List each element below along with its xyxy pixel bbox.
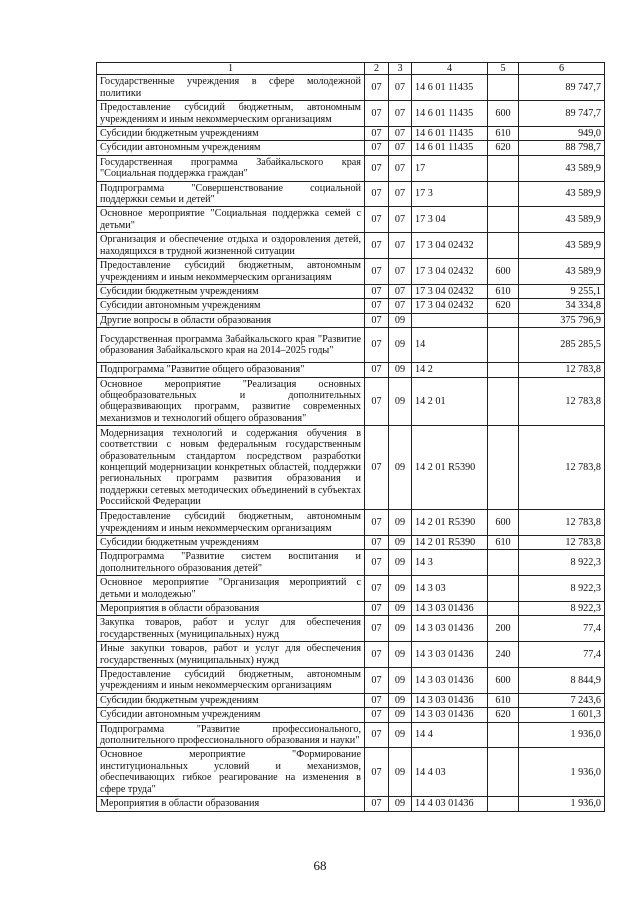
table-row bbox=[97, 233, 605, 259]
amount-cell: 12 783,8 bbox=[519, 535, 605, 549]
subsection-code-cell: 09 bbox=[389, 616, 412, 642]
amount-cell: 1 936,0 bbox=[519, 722, 605, 748]
amount-cell: 43 589,9 bbox=[519, 233, 605, 259]
target-article-cell: 14 3 03 01436 bbox=[412, 668, 488, 694]
expense-type-cell bbox=[488, 722, 519, 748]
target-article-cell: 14 3 03 bbox=[412, 576, 488, 602]
target-article-cell: 17 3 04 02432 bbox=[412, 284, 488, 298]
subsection-code-cell: 07 bbox=[389, 299, 412, 313]
amount-cell: 1 936,0 bbox=[519, 748, 605, 797]
amount-cell: 9 255,1 bbox=[519, 284, 605, 298]
row-name-cell: Основное мероприятие "Формирование институциональных условий и механизмов, обеспечивающих гибкое реагирование на изменения в сфере труда" bbox=[97, 748, 365, 797]
section-code-cell: 07 bbox=[365, 616, 389, 642]
amount-cell: 285 285,5 bbox=[519, 328, 605, 363]
section-code-cell: 07 bbox=[365, 181, 389, 207]
table-row bbox=[97, 127, 605, 141]
row-name-cell: Основное мероприятие "Организация мероприятий с детьми и молодежью" bbox=[97, 576, 365, 602]
expense-type-cell: 240 bbox=[488, 642, 519, 668]
expense-type-cell bbox=[488, 602, 519, 616]
subsection-code-cell: 07 bbox=[389, 259, 412, 285]
target-article-cell: 17 3 04 02432 bbox=[412, 299, 488, 313]
section-code-cell: 07 bbox=[365, 328, 389, 363]
amount-cell: 88 798,7 bbox=[519, 141, 605, 155]
table-row bbox=[97, 181, 605, 207]
row-name-cell: Основное мероприятие "Реализация основных общеобразовательных и дополнительных общеразвивающих программ, развитие современных механизмов и технологий общего образования" bbox=[97, 377, 365, 426]
expense-type-cell bbox=[488, 75, 519, 101]
table-row bbox=[97, 377, 605, 426]
subsection-code-cell: 09 bbox=[389, 668, 412, 694]
expense-type-cell: 600 bbox=[488, 259, 519, 285]
expense-type-cell bbox=[488, 155, 519, 181]
amount-cell: 89 747,7 bbox=[519, 75, 605, 101]
subsection-code-cell: 07 bbox=[389, 181, 412, 207]
target-article-cell: 14 2 01 R5390 bbox=[412, 535, 488, 549]
section-code-cell: 07 bbox=[365, 313, 389, 327]
expense-type-cell: 200 bbox=[488, 616, 519, 642]
target-article-cell: 14 4 03 bbox=[412, 748, 488, 797]
row-name-cell: Субсидии бюджетным учреждениям bbox=[97, 284, 365, 298]
row-name-cell: Государственные учреждения в сфере молодежной политики bbox=[97, 75, 365, 101]
expense-type-cell: 610 bbox=[488, 693, 519, 707]
section-code-cell: 07 bbox=[365, 797, 389, 811]
target-article-cell: 14 2 01 bbox=[412, 377, 488, 426]
target-article-cell: 14 6 01 11435 bbox=[412, 101, 488, 127]
table-row bbox=[97, 693, 605, 707]
row-name-cell: Мероприятия в области образования bbox=[97, 602, 365, 616]
amount-cell: 375 796,9 bbox=[519, 313, 605, 327]
expense-type-cell bbox=[488, 426, 519, 510]
target-article-cell: 14 3 03 01436 bbox=[412, 616, 488, 642]
subsection-code-cell: 09 bbox=[389, 722, 412, 748]
expense-type-cell bbox=[488, 313, 519, 327]
column-header: 3 bbox=[389, 63, 412, 75]
subsection-code-cell: 09 bbox=[389, 328, 412, 363]
row-name-cell: Основное мероприятие "Социальная поддержка семей с детьми" bbox=[97, 207, 365, 233]
table-row bbox=[97, 510, 605, 536]
expense-type-cell: 620 bbox=[488, 299, 519, 313]
target-article-cell: 14 4 03 01436 bbox=[412, 797, 488, 811]
column-header: 5 bbox=[488, 63, 519, 75]
target-article-cell: 14 2 01 R5390 bbox=[412, 426, 488, 510]
subsection-code-cell: 09 bbox=[389, 602, 412, 616]
table-row bbox=[97, 550, 605, 576]
subsection-code-cell: 07 bbox=[389, 233, 412, 259]
amount-cell: 12 783,8 bbox=[519, 510, 605, 536]
subsection-code-cell: 07 bbox=[389, 207, 412, 233]
section-code-cell: 07 bbox=[365, 510, 389, 536]
subsection-code-cell: 09 bbox=[389, 313, 412, 327]
expense-type-cell: 620 bbox=[488, 708, 519, 722]
row-name-cell: Государственная программа Забайкальского края "Развитие образования Забайкальского края на 2014–2025 годы" bbox=[97, 328, 365, 363]
expense-type-cell bbox=[488, 748, 519, 797]
row-name-cell: Организация и обеспечение отдыха и оздоровления детей, находящихся в трудной жизненной ситуации bbox=[97, 233, 365, 259]
target-article-cell: 14 4 bbox=[412, 722, 488, 748]
budget-table bbox=[96, 62, 605, 812]
section-code-cell: 07 bbox=[365, 550, 389, 576]
amount-cell: 77,4 bbox=[519, 642, 605, 668]
expense-type-cell: 610 bbox=[488, 127, 519, 141]
section-code-cell: 07 bbox=[365, 377, 389, 426]
row-name-cell: Предоставление субсидий бюджетным, автономным учреждениям и иным некоммерческим организациям bbox=[97, 259, 365, 285]
row-name-cell: Подпрограмма "Совершенствование социальной поддержки семьи и детей" bbox=[97, 181, 365, 207]
expense-type-cell bbox=[488, 328, 519, 363]
section-code-cell: 07 bbox=[365, 722, 389, 748]
table-row bbox=[97, 576, 605, 602]
section-code-cell: 07 bbox=[365, 642, 389, 668]
table-row bbox=[97, 141, 605, 155]
subsection-code-cell: 09 bbox=[389, 426, 412, 510]
target-article-cell: 14 2 bbox=[412, 363, 488, 377]
subsection-code-cell: 09 bbox=[389, 708, 412, 722]
target-article-cell: 14 6 01 11435 bbox=[412, 75, 488, 101]
section-code-cell: 07 bbox=[365, 363, 389, 377]
column-header: 6 bbox=[519, 63, 605, 75]
amount-cell: 949,0 bbox=[519, 127, 605, 141]
table-row bbox=[97, 535, 605, 549]
row-name-cell: Субсидии автономным учреждениям bbox=[97, 708, 365, 722]
target-article-cell: 14 6 01 11435 bbox=[412, 141, 488, 155]
section-code-cell: 07 bbox=[365, 233, 389, 259]
subsection-code-cell: 09 bbox=[389, 363, 412, 377]
table-row bbox=[97, 313, 605, 327]
expense-type-cell bbox=[488, 363, 519, 377]
expense-type-cell bbox=[488, 797, 519, 811]
table-header-row bbox=[97, 63, 605, 75]
subsection-code-cell: 09 bbox=[389, 748, 412, 797]
table-row bbox=[97, 363, 605, 377]
section-code-cell: 07 bbox=[365, 535, 389, 549]
row-name-cell: Мероприятия в области образования bbox=[97, 797, 365, 811]
table-row bbox=[97, 328, 605, 363]
amount-cell: 43 589,9 bbox=[519, 155, 605, 181]
budget-table-body bbox=[97, 63, 605, 812]
amount-cell: 8 922,3 bbox=[519, 550, 605, 576]
amount-cell: 34 334,8 bbox=[519, 299, 605, 313]
row-name-cell: Государственная программа Забайкальского края "Социальная поддержка граждан" bbox=[97, 155, 365, 181]
table-row bbox=[97, 426, 605, 510]
expense-type-cell: 600 bbox=[488, 510, 519, 536]
row-name-cell: Предоставление субсидий бюджетным, автономным учреждениям и иным некоммерческим организациям bbox=[97, 510, 365, 536]
expense-type-cell bbox=[488, 207, 519, 233]
amount-cell: 43 589,9 bbox=[519, 181, 605, 207]
subsection-code-cell: 09 bbox=[389, 797, 412, 811]
subsection-code-cell: 07 bbox=[389, 101, 412, 127]
section-code-cell: 07 bbox=[365, 75, 389, 101]
subsection-code-cell: 09 bbox=[389, 377, 412, 426]
section-code-cell: 07 bbox=[365, 602, 389, 616]
table-row bbox=[97, 155, 605, 181]
section-code-cell: 07 bbox=[365, 155, 389, 181]
expense-type-cell bbox=[488, 550, 519, 576]
row-name-cell: Подпрограмма "Развитие профессионального, дополнительного профессионального образования и науки" bbox=[97, 722, 365, 748]
table-row bbox=[97, 101, 605, 127]
section-code-cell: 07 bbox=[365, 748, 389, 797]
target-article-cell: 14 3 03 01436 bbox=[412, 602, 488, 616]
subsection-code-cell: 09 bbox=[389, 535, 412, 549]
row-name-cell: Иные закупки товаров, работ и услуг для обеспечения государственных (муниципальных) нужд bbox=[97, 642, 365, 668]
subsection-code-cell: 09 bbox=[389, 693, 412, 707]
target-article-cell: 14 3 03 01436 bbox=[412, 693, 488, 707]
amount-cell: 7 243,6 bbox=[519, 693, 605, 707]
section-code-cell: 07 bbox=[365, 101, 389, 127]
section-code-cell: 07 bbox=[365, 299, 389, 313]
expense-type-cell: 600 bbox=[488, 668, 519, 694]
column-header: 4 bbox=[412, 63, 488, 75]
subsection-code-cell: 07 bbox=[389, 155, 412, 181]
expense-type-cell bbox=[488, 233, 519, 259]
section-code-cell: 07 bbox=[365, 141, 389, 155]
subsection-code-cell: 07 bbox=[389, 127, 412, 141]
section-code-cell: 07 bbox=[365, 259, 389, 285]
page-number: 68 bbox=[313, 858, 327, 873]
section-code-cell: 07 bbox=[365, 576, 389, 602]
amount-cell: 77,4 bbox=[519, 616, 605, 642]
target-article-cell: 17 3 04 bbox=[412, 207, 488, 233]
amount-cell: 8 922,3 bbox=[519, 602, 605, 616]
section-code-cell: 07 bbox=[365, 693, 389, 707]
amount-cell: 8 844,9 bbox=[519, 668, 605, 694]
subsection-code-cell: 07 bbox=[389, 75, 412, 101]
subsection-code-cell: 07 bbox=[389, 284, 412, 298]
target-article-cell: 14 3 bbox=[412, 550, 488, 576]
section-code-cell: 07 bbox=[365, 426, 389, 510]
table-row bbox=[97, 602, 605, 616]
row-name-cell: Субсидии автономным учреждениям bbox=[97, 299, 365, 313]
target-article-cell: 14 3 03 01436 bbox=[412, 708, 488, 722]
target-article-cell: 14 bbox=[412, 328, 488, 363]
amount-cell: 12 783,8 bbox=[519, 363, 605, 377]
row-name-cell: Подпрограмма "Развитие систем воспитания и дополнительного образования детей" bbox=[97, 550, 365, 576]
subsection-code-cell: 09 bbox=[389, 510, 412, 536]
section-code-cell: 07 bbox=[365, 668, 389, 694]
target-article-cell: 14 2 01 R5390 bbox=[412, 510, 488, 536]
row-name-cell: Закупка товаров, работ и услуг для обеспечения государственных (муниципальных) нужд bbox=[97, 616, 365, 642]
amount-cell: 1 601,3 bbox=[519, 708, 605, 722]
table-row bbox=[97, 616, 605, 642]
row-name-cell: Субсидии автономным учреждениям bbox=[97, 141, 365, 155]
row-name-cell: Субсидии бюджетным учреждениям bbox=[97, 535, 365, 549]
amount-cell: 89 747,7 bbox=[519, 101, 605, 127]
target-article-cell bbox=[412, 313, 488, 327]
expense-type-cell: 600 bbox=[488, 101, 519, 127]
table-row bbox=[97, 797, 605, 811]
row-name-cell: Подпрограмма "Развитие общего образования" bbox=[97, 363, 365, 377]
column-header: 1 bbox=[97, 63, 365, 75]
table-row bbox=[97, 642, 605, 668]
expense-type-cell: 620 bbox=[488, 141, 519, 155]
target-article-cell: 17 3 04 02432 bbox=[412, 259, 488, 285]
target-article-cell: 17 3 bbox=[412, 181, 488, 207]
table-row bbox=[97, 708, 605, 722]
section-code-cell: 07 bbox=[365, 207, 389, 233]
target-article-cell: 17 bbox=[412, 155, 488, 181]
table-row bbox=[97, 75, 605, 101]
expense-type-cell bbox=[488, 377, 519, 426]
expense-type-cell bbox=[488, 576, 519, 602]
table-row bbox=[97, 668, 605, 694]
subsection-code-cell: 09 bbox=[389, 576, 412, 602]
amount-cell: 8 922,3 bbox=[519, 576, 605, 602]
subsection-code-cell: 09 bbox=[389, 550, 412, 576]
row-name-cell: Предоставление субсидий бюджетным, автономным учреждениям и иным некоммерческим организациям bbox=[97, 668, 365, 694]
amount-cell: 43 589,9 bbox=[519, 259, 605, 285]
section-code-cell: 07 bbox=[365, 127, 389, 141]
amount-cell: 1 936,0 bbox=[519, 797, 605, 811]
amount-cell: 12 783,8 bbox=[519, 377, 605, 426]
subsection-code-cell: 09 bbox=[389, 642, 412, 668]
row-name-cell: Другие вопросы в области образования bbox=[97, 313, 365, 327]
expense-type-cell: 610 bbox=[488, 535, 519, 549]
section-code-cell: 07 bbox=[365, 708, 389, 722]
expense-type-cell bbox=[488, 181, 519, 207]
subsection-code-cell: 07 bbox=[389, 141, 412, 155]
section-code-cell: 07 bbox=[365, 284, 389, 298]
table-row bbox=[97, 284, 605, 298]
column-header: 2 bbox=[365, 63, 389, 75]
target-article-cell: 14 6 01 11435 bbox=[412, 127, 488, 141]
table-row bbox=[97, 207, 605, 233]
expense-type-cell: 610 bbox=[488, 284, 519, 298]
amount-cell: 12 783,8 bbox=[519, 426, 605, 510]
amount-cell: 43 589,9 bbox=[519, 207, 605, 233]
table-row bbox=[97, 748, 605, 797]
target-article-cell: 14 3 03 01436 bbox=[412, 642, 488, 668]
target-article-cell: 17 3 04 02432 bbox=[412, 233, 488, 259]
table-row bbox=[97, 299, 605, 313]
row-name-cell: Модернизация технологий и содержания обучения в соответствии с новым федеральным государственным образовательным стандартом посредством разработки концепций модернизации конкретных областей, поддержки региональных программ развития образования и поддержки сетевых методических объединений в субъектах Российской Федерации bbox=[97, 426, 365, 510]
row-name-cell: Субсидии бюджетным учреждениям bbox=[97, 127, 365, 141]
table-row bbox=[97, 722, 605, 748]
table-row bbox=[97, 259, 605, 285]
row-name-cell: Субсидии бюджетным учреждениям bbox=[97, 693, 365, 707]
row-name-cell: Предоставление субсидий бюджетным, автономным учреждениям и иным некоммерческим организациям bbox=[97, 101, 365, 127]
